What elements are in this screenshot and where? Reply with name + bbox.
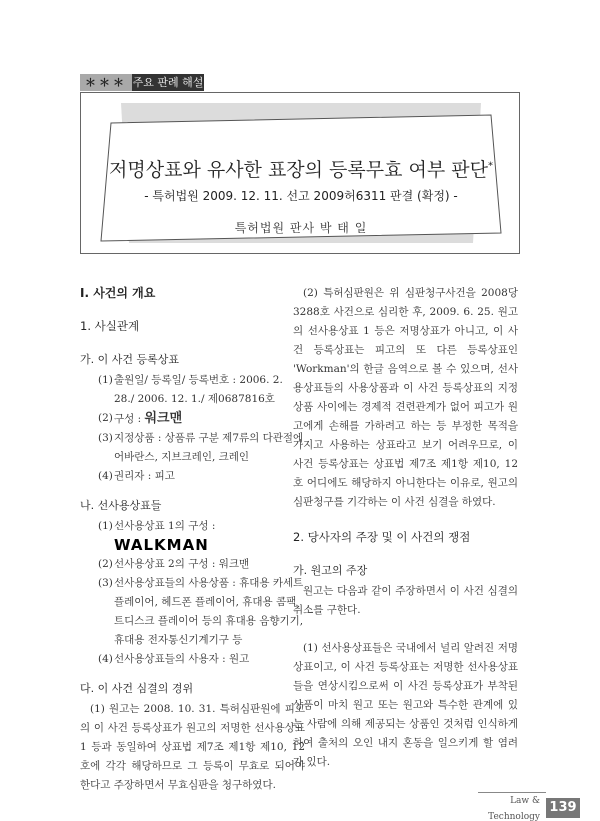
category-label: 주요 판례 해설 <box>132 76 204 89</box>
item-text: 선사용상표들의 사용자 : 원고 <box>114 653 250 665</box>
case-reference: - 특허법원 2009. 12. 11. 선고 2009허6311 판결 (확정) - <box>144 189 458 203</box>
section-heading-1: I. 사건의 개요 <box>80 286 156 300</box>
article-title <box>81 155 520 182</box>
article-title-text: 저명상표와 유사한 표장의 등록무효 여부 판단 <box>109 159 488 181</box>
item-number: (3) <box>98 577 113 589</box>
list-item <box>96 467 305 486</box>
paragraph: (2) 특허심판원은 위 심판청구사건을 2008당3288호 사건으로 심리한 후, 2009. 6. 25. 원고의 선사용상표 1 등은 저명상표가 아니고, 이 사건 등록상표는 피고의 또 다른 등록상표인 'Workman'의 한글 음역으로 볼 수 있으며, 선사용상표들의 사용상품과 이 사건 등록상표의 지정상품 사이에는 경제적 견련관계가 없어 피고가 원고에게 손해를 가하려고 하는 등 부정한 목적을 가지고 사용하는 상표라고 보기 어려우므로, 이 사건 등록상표는 상표법 제7조 제1항 제10, 12호 어디에도 해당하지 아니한다는 이유로, 원고의 심판청구를 기각하는 이 사건 심결을 하였다. <box>293 287 518 508</box>
item-text: 선사용상표들의 사용상품 : 휴대용 카세트플레이어, 헤드폰 플레이어, 휴대용 콤팩트디스크 플레이어 등의 휴대용 음향기기, 휴대용 전자통신기계기구 등 <box>114 577 304 646</box>
item-text: 선사용상표 2의 구성 : 워크맨 <box>114 558 250 570</box>
item-number: (1) <box>98 374 113 386</box>
list-item <box>96 409 305 429</box>
paragraph: (1) 원고는 2008. 10. 31. 특허심판원에 피고의 이 사건 등록상표가 원고의 저명한 선사용상표 1 등과 동일하여 상표법 제7조 제1항 제10, 12호에 각각 해당하므로 그 등록이 무효로 되어야 한다고 주장하면서 무효심판을 청구하였다. <box>80 703 305 791</box>
item-number: (3) <box>98 432 113 444</box>
author-line: 특허법원 판사 박 태 일 <box>234 221 368 235</box>
item-number: (2) <box>98 558 113 570</box>
item-number: (2) <box>98 412 113 424</box>
item-label: 선사용상표 1의 구성 : <box>114 520 216 532</box>
item-text <box>114 409 305 429</box>
page-footer <box>478 795 580 821</box>
right-column <box>293 284 518 772</box>
list-item <box>96 555 305 574</box>
list-item <box>96 517 305 555</box>
walkman-logo: WALKMAN <box>114 536 209 554</box>
item-text: 지정상품 : 상품류 구분 제7류의 다관절에어바란스, 지브크레인, 크레인 <box>114 432 304 463</box>
paragraph: 원고는 다음과 같이 주장하면서 이 사건 심결의 취소를 구한다. <box>293 585 518 616</box>
item-text <box>114 517 305 555</box>
footnote-mark: * <box>487 160 493 172</box>
list-item <box>96 371 305 409</box>
heading-registered-mark: 가. 이 사건 등록상표 <box>80 353 179 366</box>
left-column <box>80 284 305 795</box>
item-text: 권리자 : 피고 <box>114 470 175 482</box>
heading-plaintiff-claims: 가. 원고의 주장 <box>293 564 368 577</box>
category-tag <box>80 74 204 91</box>
subsection-facts: 1. 사실관계 <box>80 319 140 333</box>
registered-mark-image: 워크맨 <box>144 411 183 426</box>
page-number: 139 <box>546 798 580 818</box>
item-number: (1) <box>98 520 113 532</box>
list-item <box>96 650 305 669</box>
title-box <box>80 92 520 254</box>
subsection-claims: 2. 당사자의 주장 및 이 사건의 쟁점 <box>293 530 471 544</box>
item-label: 구성 : <box>114 413 145 425</box>
heading-decision-history: 다. 이 사건 심결의 경위 <box>80 682 194 695</box>
registered-mark-list <box>80 371 305 486</box>
list-item <box>96 429 305 467</box>
item-text: 출원일/ 등록일/ 등록번호 : 2006. 2. 28./ 2006. 12. 1./ 제0687816호 <box>114 374 283 405</box>
heading-prior-marks: 나. 선사용상표들 <box>80 499 162 512</box>
list-item <box>96 574 305 650</box>
star-decoration: ＊＊＊ <box>80 74 132 91</box>
item-number: (4) <box>98 653 113 665</box>
prior-marks-list <box>80 517 305 669</box>
journal-name: Law & Technology <box>478 792 546 821</box>
item-number: (4) <box>98 470 113 482</box>
paragraph: (1) 선사용상표들은 국내에서 널리 알려진 저명상표이고, 이 사건 등록상표는 저명한 선사용상표들을 연상시킴으로써 이 사건 등록상표가 부착된 상품이 마치 원고 또는 원고와 특수한 관계에 있는 사람에 의해 제공되는 상품인 것처럼 인식하게 하여 출처의 오인 내지 혼동을 일으키게 할 염려가 있다. <box>293 642 518 768</box>
